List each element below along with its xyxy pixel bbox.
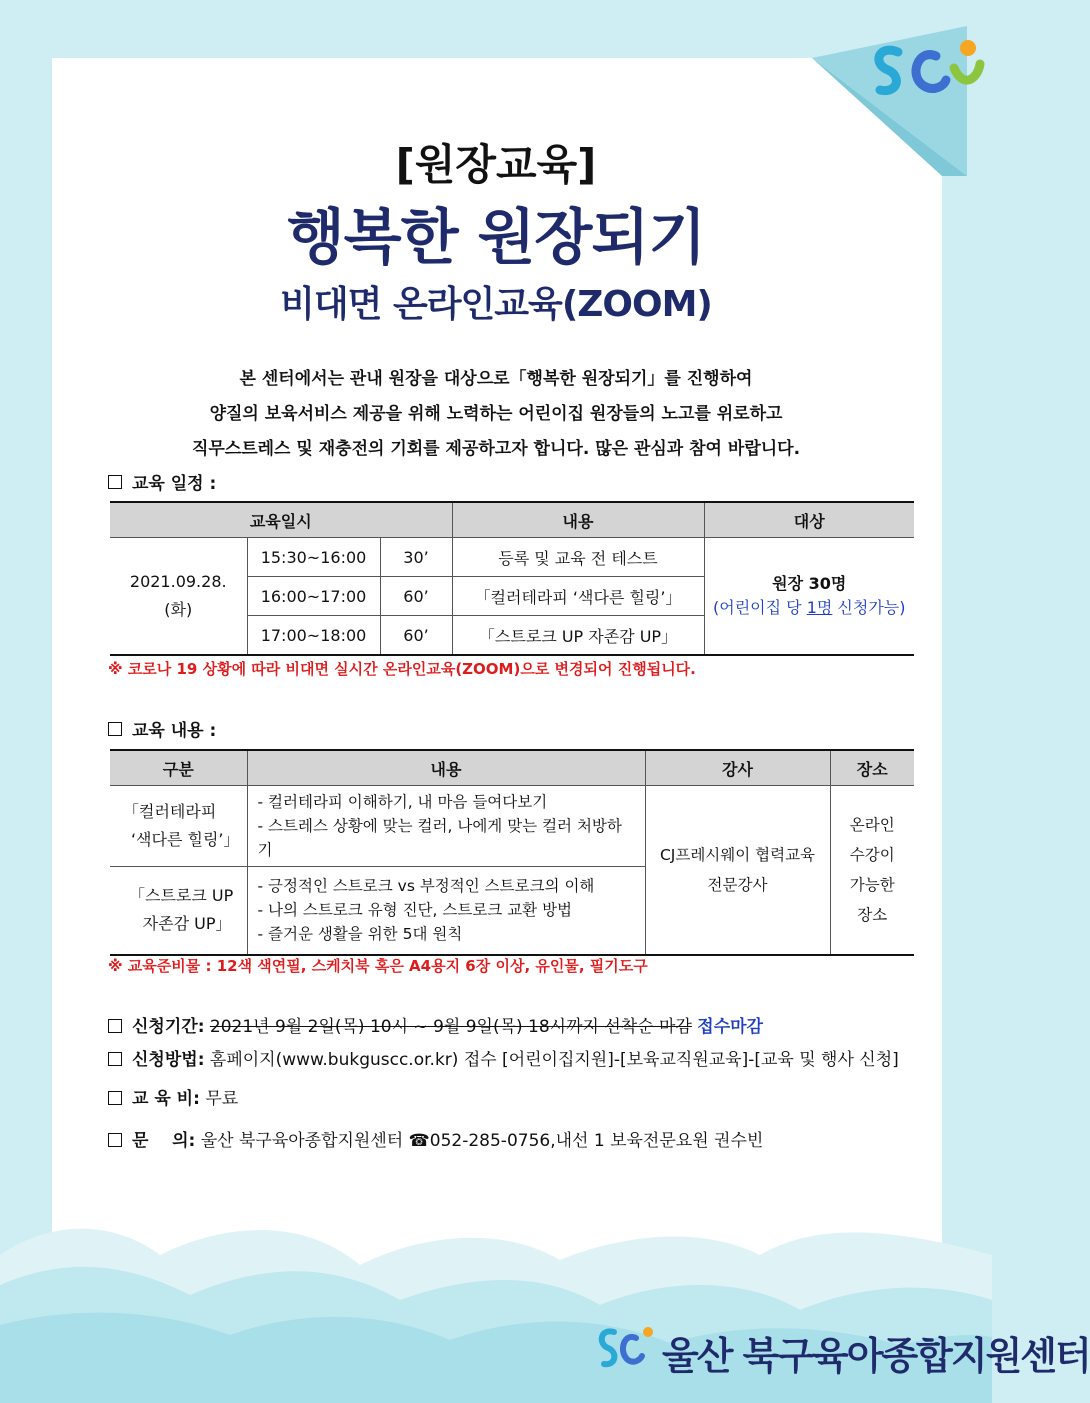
materials-notice: ※ 교육준비물 : 12색 색연필, 스케치북 혹은 A4용지 6장 이상, 유인물, 필기도구 (108, 957, 648, 975)
checkbox-icon (108, 1091, 122, 1105)
center-logo-icon (868, 34, 986, 104)
instructor-cell: CJ프레시웨이 협력교육 전문강사 (645, 786, 830, 955)
place-cell: 온라인 수강이 가능한 장소 (830, 786, 914, 955)
schedule-content: 「스트로크 UP 자존감 UP」 (452, 616, 704, 656)
checkbox-icon (108, 1019, 122, 1033)
footer-organization-name: 울산 북구육아종합지원센터 (662, 1334, 1090, 1378)
title-sub: 비대면 온라인교육(ZOOM) (280, 284, 712, 325)
checkbox-icon (108, 475, 122, 489)
table-row (110, 786, 914, 867)
schedule-time: 15:30~16:00 (247, 538, 380, 577)
schedule-duration: 30’ (380, 538, 452, 577)
title-main: 행복한 원장되기 (286, 203, 706, 273)
fee: 교 육 비: 무료 (108, 1084, 238, 1109)
content-items: - 컬러테라피 이해하기, 내 마음 들여다보기 - 스트레스 상황에 맞는 컬러, 나에게 맞는 컬러 처방하기 (247, 786, 645, 867)
schedule-content: 「컬러테라피 ‘색다른 힐링’」 (452, 577, 704, 616)
apply-method: 신청방법: 홈페이지(www.bukguscc.or.kr) 접수 [어린이집지원]-[보육교직원교육]-[교육 및 행사 신청] (108, 1045, 899, 1070)
table-header: 구분 (110, 750, 247, 786)
checkbox-icon (108, 1133, 122, 1147)
content-section-heading: 교육 내용 : (108, 716, 216, 741)
covid-notice: ※ 코로나 19 상황에 따라 비대면 실시간 온라인교육(ZOOM)으로 변경되어 진행됩니다. (108, 660, 696, 678)
title-bracket: [원장교육] (395, 140, 597, 189)
table-row (110, 538, 914, 577)
table-header: 내용 (452, 502, 704, 538)
schedule-target: 원장 30명 (어린이집 당 1명 신청가능) (704, 538, 914, 656)
schedule-content: 등록 및 교육 전 테스트 (452, 538, 704, 577)
table-header: 강사 (645, 750, 830, 786)
schedule-time: 16:00~17:00 (247, 577, 380, 616)
schedule-table (110, 501, 914, 656)
table-header: 대상 (704, 502, 914, 538)
table-header: 장소 (830, 750, 914, 786)
intro-line: 직무스트레스 및 재충전의 기회를 제공하고자 합니다. 많은 관심과 참여 바랍니다. (191, 439, 801, 459)
schedule-duration: 60’ (380, 577, 452, 616)
content-items: - 긍정적인 스트로크 vs 부정적인 스트로크의 이해 - 나의 스트로크 유형 진단, 스트로크 교환 방법 - 즐거운 생활을 위한 5대 원칙 (247, 867, 645, 955)
content-category: 「컬러테라피 ‘색다른 힐링’」 (110, 786, 247, 867)
closed-badge: 접수마감 (697, 1017, 763, 1037)
footer-logo-icon (596, 1322, 656, 1382)
table-header: 내용 (247, 750, 645, 786)
intro-line: 양질의 보육서비스 제공을 위해 노력하는 어린이집 원장들의 노고를 위로하고 (209, 404, 783, 424)
checkbox-icon (108, 722, 122, 736)
schedule-date: 2021.09.28. (화) (110, 538, 247, 656)
content-table (110, 749, 914, 956)
checkbox-icon (108, 1052, 122, 1066)
schedule-duration: 60’ (380, 616, 452, 656)
intro-line: 본 센터에서는 관내 원장을 대상으로「행복한 원장되기」를 진행하여 (239, 369, 753, 389)
intro-paragraph (0, 362, 992, 467)
table-header: 교육일시 (110, 502, 452, 538)
apply-period: 신청기간: 2021년 9월 2일(목) 10시 ~ 9월 9일(목) 18시까지 선착순 마감 접수마감 (108, 1012, 763, 1037)
schedule-section-heading: 교육 일정 : (108, 469, 216, 494)
contact: 문 의: 울산 북구육아종합지원센터 ☎052-285-0756,내선 1 보육전문요원 권수빈 (108, 1126, 763, 1151)
schedule-time: 17:00~18:00 (247, 616, 380, 656)
content-category: 「스트로크 UP 자존감 UP」 (110, 867, 247, 955)
